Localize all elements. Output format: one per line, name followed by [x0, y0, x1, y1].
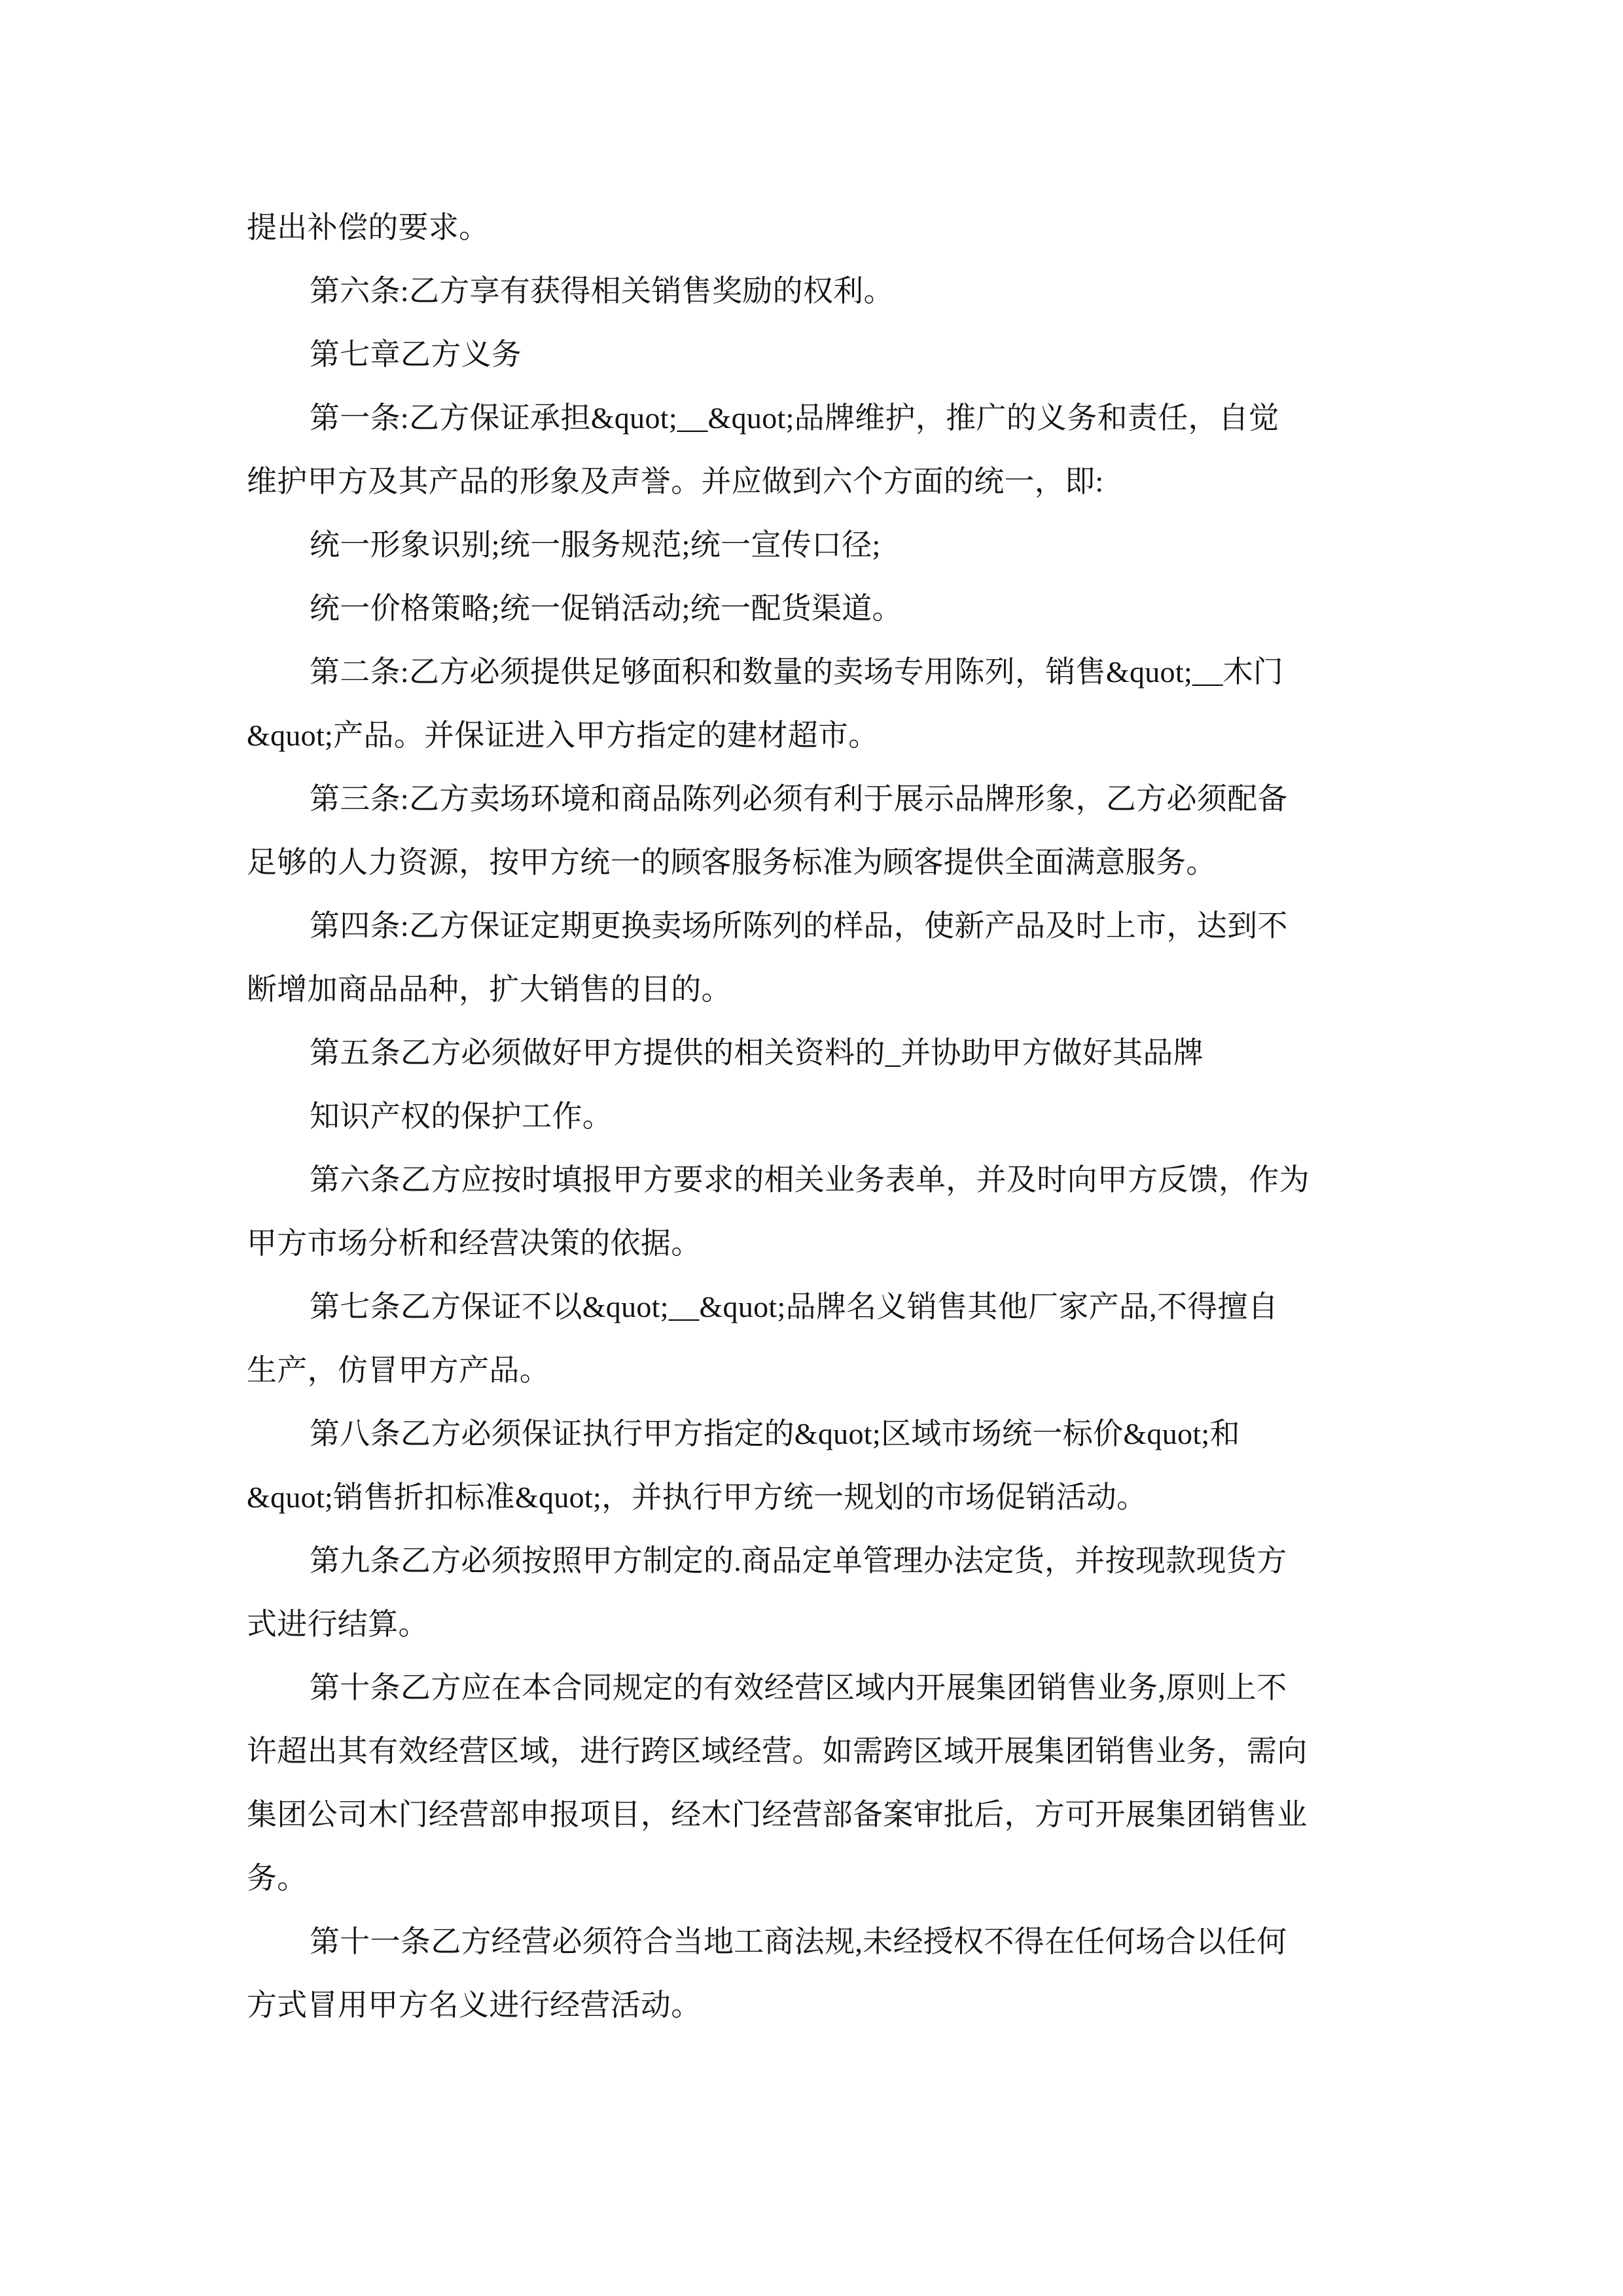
text-line: 第七条乙方保证不以&quot;__&quot;品牌名义销售其他厂家产品,不得擅自: [310, 1290, 1279, 1323]
text-line: 第三条:乙方卖场环境和商品陈列必须有利于展示品牌形象，乙方必须配备: [310, 782, 1288, 816]
text-line: 第十一条乙方经营必须符合当地工商法规,未经授权不得在任何场合以任何: [310, 1925, 1287, 1958]
text-line: 统一价格策略;统一促销活动;统一配货渠道。: [310, 592, 902, 625]
text-line: 第五条乙方必须做好甲方提供的相关资料的_并协助甲方做好其品牌: [310, 1036, 1204, 1069]
text-line: 第六条乙方应按时填报甲方要求的相关业务表单，并及时向甲方反馈，作为: [310, 1163, 1310, 1196]
text-line: 务。: [247, 1861, 308, 1895]
text-line: 集团公司木门经营部申报项目，经木门经营部备案审批后，方可开展集团销售业: [247, 1798, 1308, 1831]
text-line: 第九条乙方必须按照甲方制定的.商品定单管理办法定货，并按现款现货方: [310, 1544, 1287, 1577]
text-line: 甲方市场分析和经营决策的依据。: [247, 1227, 702, 1260]
text-line: &quot;销售折扣标准&quot;，并执行甲方统一规划的市场促销活动。: [247, 1480, 1147, 1514]
text-line: 提出补偿的要求。: [247, 211, 490, 244]
text-line: 第四条:乙方保证定期更换卖场所陈列的样品，使新产品及时上市，达到不: [310, 909, 1288, 942]
text-line: 断增加商品品种，扩大销售的目的。: [247, 973, 732, 1006]
text-line: 第二条:乙方必须提供足够面积和数量的卖场专用陈列，销售&quot;__木门: [310, 655, 1284, 689]
document-body: [247, 196, 1418, 2037]
text-line: 生产，仿冒甲方产品。: [247, 1354, 550, 1387]
text-line: 统一形象识别;统一服务规范;统一宣传口径;: [310, 528, 881, 562]
text-line: 第七章乙方义务: [310, 338, 522, 371]
text-line: &quot;产品。并保证进入甲方指定的建材超市。: [247, 719, 879, 752]
text-line: 式进行结算。: [247, 1607, 429, 1641]
text-line: 许超出其有效经营区域，进行跨区域经营。如需跨区域开展集团销售业务，需向: [247, 1734, 1308, 1768]
text-line: 维护甲方及其产品的形象及声誉。并应做到六个方面的统一，即:: [247, 465, 1104, 498]
text-line: 足够的人力资源，按甲方统一的顾客服务标准为顾客提供全面满意服务。: [247, 846, 1217, 879]
text-line: 第一条:乙方保证承担&quot;__&quot;品牌维护，推广的义务和责任，自觉: [310, 401, 1279, 435]
text-line: 方式冒用甲方名义进行经营活动。: [247, 1988, 702, 2022]
text-line: 知识产权的保护工作。: [310, 1100, 613, 1133]
text-line: 第十条乙方应在本合同规定的有效经营区域内开展集团销售业务,原则上不: [310, 1671, 1287, 1704]
text-line: 第八条乙方必须保证执行甲方指定的&quot;区域市场统一标价&quot;和: [310, 1417, 1240, 1450]
text-line: 第六条:乙方享有获得相关销售奖励的权利。: [310, 274, 894, 308]
